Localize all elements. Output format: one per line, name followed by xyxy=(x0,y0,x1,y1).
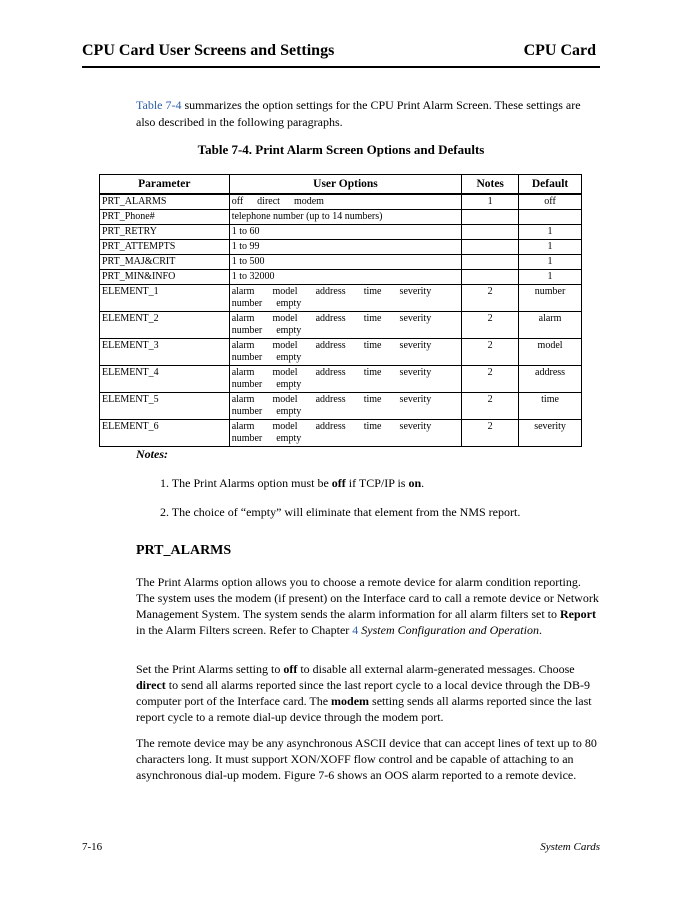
p2-text: Set the Print Alarms setting to xyxy=(136,662,284,676)
default-cell: severity xyxy=(519,420,582,447)
user-options-cell xyxy=(229,312,462,339)
option-value: severity xyxy=(399,421,432,432)
option-value: number xyxy=(231,406,263,417)
section-heading: PRT_ALARMS xyxy=(136,543,232,558)
default-cell: time xyxy=(519,393,582,420)
column-header-default: Default xyxy=(519,175,582,195)
notes-cell xyxy=(462,210,519,225)
column-header-parameter: Parameter xyxy=(100,175,230,195)
default-cell: 1 xyxy=(519,225,582,240)
option-value: alarm xyxy=(231,313,255,324)
parameter-cell: ELEMENT_4 xyxy=(100,366,230,393)
notes-cell xyxy=(462,255,519,270)
notes-cell: 2 xyxy=(462,285,519,312)
note-1-bold-off: off xyxy=(331,476,346,490)
default-cell xyxy=(519,210,582,225)
option-value: alarm xyxy=(231,367,255,378)
table-row xyxy=(100,255,582,270)
option-value: empty xyxy=(276,379,302,390)
option-value: address xyxy=(315,367,346,378)
parameter-cell: PRT_ALARMS xyxy=(100,194,230,210)
options-line xyxy=(232,313,460,325)
paragraph-3: The remote device may be any asynchronous ASCII device that can accept lines of text up to 80 characters long. It must support XON/XOFF flow control and be capable of attaching to an asynchronous dial-up modem. Figure 7-6 shows an OOS alarm reported to a remote device. xyxy=(136,736,597,782)
note-1-number: 1. xyxy=(160,476,169,490)
option-value: empty xyxy=(276,433,302,444)
options-line xyxy=(232,367,460,379)
option-value: address xyxy=(315,421,346,432)
p1-italic-chapter-title: System Configuration and Operation xyxy=(361,623,539,637)
default-cell: number xyxy=(519,285,582,312)
options-table xyxy=(99,174,582,447)
option-value: alarm xyxy=(231,286,255,297)
user-options-cell xyxy=(229,194,462,210)
option-value: modem xyxy=(293,196,324,207)
options-line-2 xyxy=(232,433,460,445)
parameter-cell: PRT_Phone# xyxy=(100,210,230,225)
option-value: direct xyxy=(257,196,280,207)
option-value: empty xyxy=(276,298,302,309)
option-value: severity xyxy=(399,313,432,324)
option-value: model xyxy=(272,421,298,432)
notes-cell: 1 xyxy=(462,194,519,210)
p2-text-4: setting sends all alarms reported since the last report cycle to a remote dial-up device through the modem port. xyxy=(136,694,592,724)
note-2-text: The choice of “empty” will eliminate that element from the NMS report. xyxy=(169,505,521,519)
p1-end: . xyxy=(538,623,542,637)
parameter-cell: PRT_MIN&INFO xyxy=(100,270,230,285)
user-options-cell xyxy=(229,255,462,270)
user-options-cell xyxy=(229,339,462,366)
parameter-cell: ELEMENT_3 xyxy=(100,339,230,366)
note-1-text-end: . xyxy=(421,476,425,490)
user-options-cell xyxy=(229,393,462,420)
user-options-cell xyxy=(229,225,462,240)
notes-cell: 2 xyxy=(462,420,519,447)
default-cell: alarm xyxy=(519,312,582,339)
default-cell: model xyxy=(519,339,582,366)
parameter-cell: ELEMENT_2 xyxy=(100,312,230,339)
parameter-cell: PRT_MAJ&CRIT xyxy=(100,255,230,270)
option-value: address xyxy=(315,313,346,324)
p1-text: The Print Alarms option allows you to choose a remote device for alarm condition reporting. The system uses the modem (if present) on the Interface card to call a remote device or Network Management System. The system sends the alarm information for all alarm filters set to xyxy=(136,575,599,621)
table-row xyxy=(100,225,582,240)
table-reference-link[interactable]: Table 7-4 xyxy=(136,98,182,112)
notes-cell xyxy=(462,225,519,240)
option-value: empty xyxy=(276,406,302,417)
table-row xyxy=(100,366,582,393)
notes-cell: 2 xyxy=(462,393,519,420)
option-value: time xyxy=(363,313,382,324)
p2-text-2: to disable all external alarm-generated messages. Choose xyxy=(297,662,575,676)
options-line xyxy=(232,394,460,406)
option-value: alarm xyxy=(231,340,255,351)
option-value: empty xyxy=(276,352,302,363)
p1-text-2: in the Alarm Filters screen. Refer to Chapter xyxy=(136,623,353,637)
note-2-number: 2. xyxy=(160,505,169,519)
default-cell: address xyxy=(519,366,582,393)
parameter-cell: PRT_RETRY xyxy=(100,225,230,240)
option-value: severity xyxy=(399,286,432,297)
options-line-2 xyxy=(232,325,460,337)
options-line xyxy=(232,421,460,433)
p2-bold-direct: direct xyxy=(136,678,166,692)
option-value: time xyxy=(363,286,382,297)
option-value: model xyxy=(272,394,298,405)
option-value: 1 to 500 xyxy=(231,256,265,267)
user-options-cell xyxy=(229,240,462,255)
p2-bold-off: off xyxy=(283,662,298,676)
option-value: time xyxy=(363,340,382,351)
p2-text-3: to send all alarms reported since the last report cycle to a local device through the DB-9 computer port of the Interface card. The xyxy=(136,678,590,708)
options-line-2 xyxy=(232,379,460,391)
notes-cell: 2 xyxy=(462,312,519,339)
column-header-user-options: User Options xyxy=(229,175,462,195)
intro-text: summarizes the option settings for the CPU Print Alarm Screen. These settings are also described in the following paragraphs. xyxy=(136,98,581,129)
option-value: address xyxy=(315,286,346,297)
option-value: number xyxy=(231,433,263,444)
table-row xyxy=(100,270,582,285)
header-section: CPU Card xyxy=(523,42,596,59)
table-row xyxy=(100,240,582,255)
user-options-cell xyxy=(229,285,462,312)
notes-cell: 2 xyxy=(462,339,519,366)
option-value: model xyxy=(272,340,298,351)
table-row xyxy=(100,393,582,420)
chapter-reference-link[interactable]: 4 xyxy=(352,623,359,637)
default-cell: off xyxy=(519,194,582,210)
options-line xyxy=(232,340,460,352)
table-row xyxy=(100,420,582,447)
notes-cell xyxy=(462,270,519,285)
option-value: 1 to 32000 xyxy=(231,271,275,282)
page-header xyxy=(82,40,600,68)
table-row xyxy=(100,210,582,225)
note-1 xyxy=(160,476,424,491)
table-body xyxy=(100,194,582,447)
table-row xyxy=(100,194,582,210)
note-1-text-mid: if TCP/IP is xyxy=(345,476,409,490)
option-value: alarm xyxy=(231,421,255,432)
option-value: number xyxy=(231,352,263,363)
table-header-row xyxy=(100,175,582,195)
paragraph-2 xyxy=(136,661,600,725)
option-value: time xyxy=(363,367,382,378)
option-value: model xyxy=(272,367,298,378)
user-options-cell xyxy=(229,366,462,393)
options-line-2 xyxy=(232,298,460,310)
user-options-cell xyxy=(229,210,462,225)
default-cell: 1 xyxy=(519,255,582,270)
option-value: number xyxy=(231,298,263,309)
default-cell: 1 xyxy=(519,240,582,255)
option-value: 1 to 99 xyxy=(231,241,260,252)
table-row xyxy=(100,339,582,366)
p2-bold-modem: modem xyxy=(331,694,370,708)
option-value: off xyxy=(231,196,244,207)
parameter-cell: ELEMENT_1 xyxy=(100,285,230,312)
user-options-cell xyxy=(229,420,462,447)
option-value: severity xyxy=(399,394,432,405)
options-line xyxy=(232,196,460,208)
notes-label: Notes: xyxy=(136,447,168,461)
parameter-cell: ELEMENT_6 xyxy=(100,420,230,447)
option-value: telephone number (up to 14 numbers) xyxy=(231,211,383,222)
parameter-cell: ELEMENT_5 xyxy=(100,393,230,420)
user-options-cell xyxy=(229,270,462,285)
option-value: address xyxy=(315,394,346,405)
option-value: severity xyxy=(399,340,432,351)
note-2 xyxy=(160,505,520,520)
options-line-2 xyxy=(232,352,460,364)
option-value: time xyxy=(363,394,382,405)
option-value: alarm xyxy=(231,394,255,405)
table-row xyxy=(100,312,582,339)
option-value: time xyxy=(363,421,382,432)
parameter-cell: PRT_ATTEMPTS xyxy=(100,240,230,255)
option-value: 1 to 60 xyxy=(231,226,260,237)
option-value: empty xyxy=(276,325,302,336)
default-cell: 1 xyxy=(519,270,582,285)
table-row xyxy=(100,285,582,312)
table-title: Table 7-4. Print Alarm Screen Options and Defaults xyxy=(197,142,485,157)
footer-chapter: System Cards xyxy=(540,841,600,853)
footer-page-number: 7-16 xyxy=(82,841,103,853)
header-title: CPU Card User Screens and Settings xyxy=(82,42,335,59)
notes-cell xyxy=(462,240,519,255)
note-1-bold-on: on xyxy=(408,476,422,490)
option-value: address xyxy=(315,340,346,351)
option-value: number xyxy=(231,325,263,336)
paragraph-1 xyxy=(136,574,600,638)
note-1-text: The Print Alarms option must be xyxy=(169,476,332,490)
options-line-2 xyxy=(232,406,460,418)
intro-paragraph xyxy=(136,97,600,131)
option-value: model xyxy=(272,313,298,324)
option-value: model xyxy=(272,286,298,297)
option-value: severity xyxy=(399,367,432,378)
option-value: number xyxy=(231,379,263,390)
notes-cell: 2 xyxy=(462,366,519,393)
options-line xyxy=(232,286,460,298)
p1-bold-report: Report xyxy=(560,607,597,621)
column-header-notes: Notes xyxy=(462,175,519,195)
